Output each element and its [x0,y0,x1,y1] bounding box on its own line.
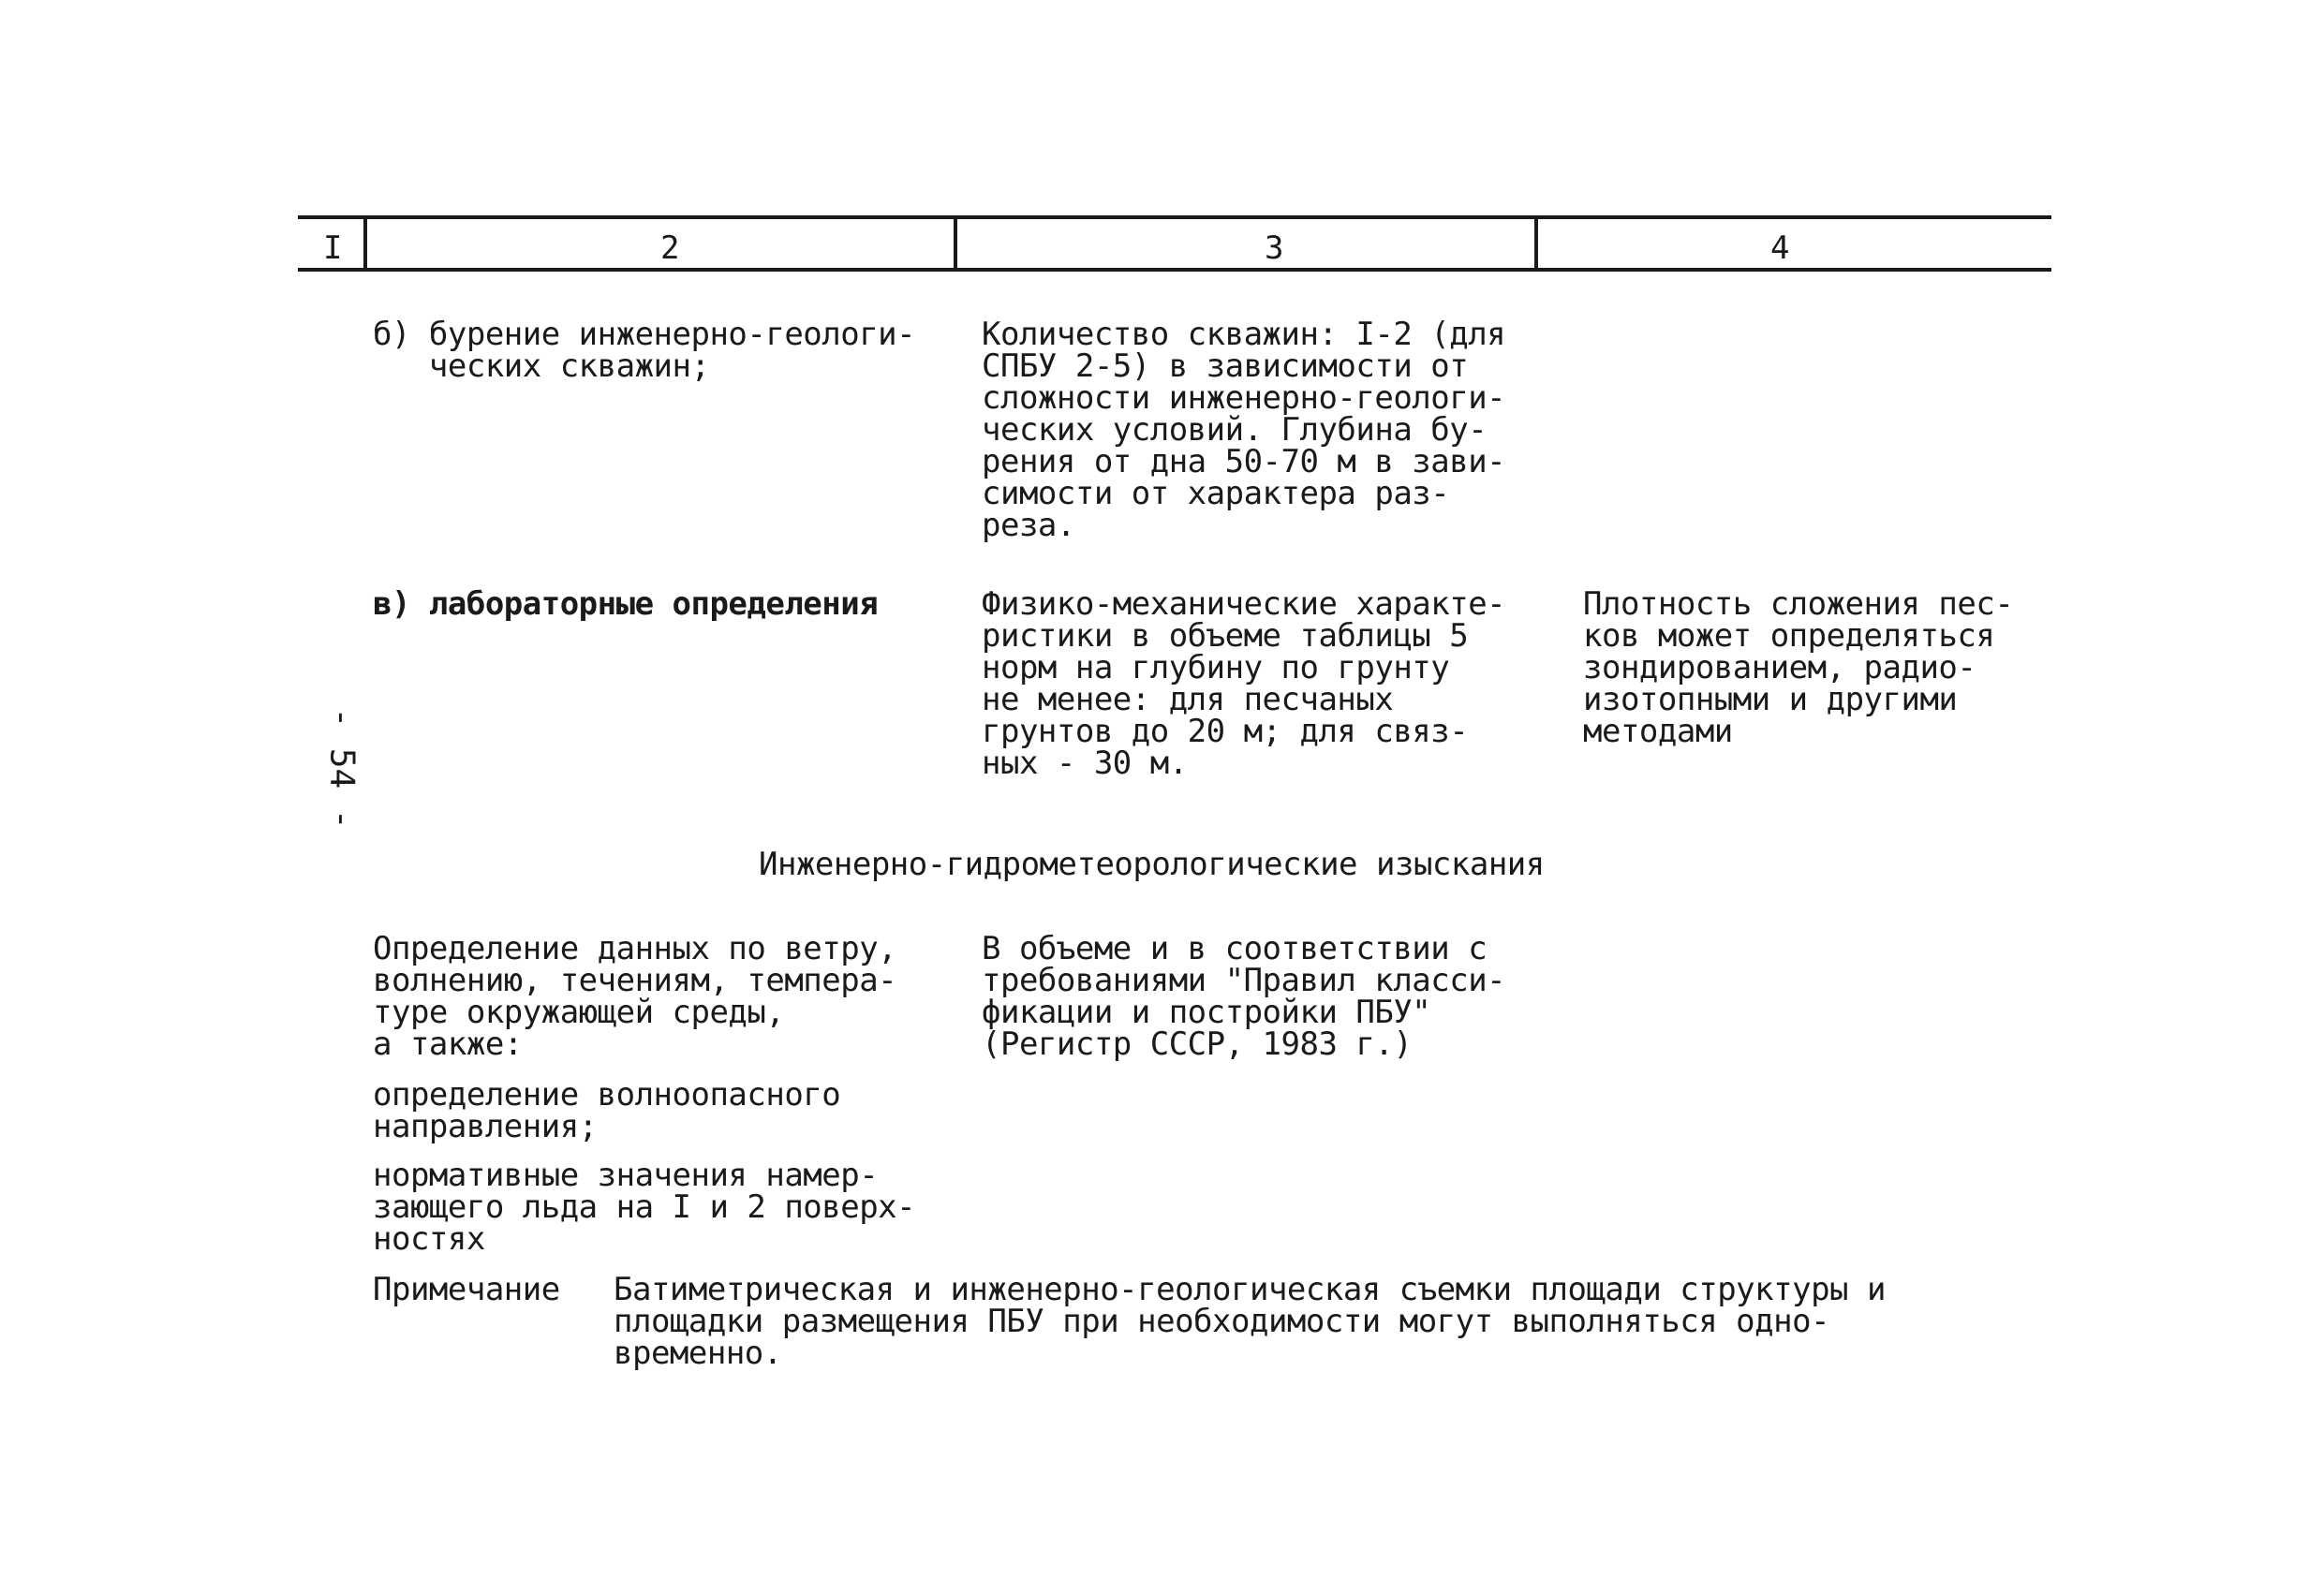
header-separator [954,217,957,270]
note-label: Примечание [373,1271,560,1308]
header-separator [363,217,367,270]
row-v-work-type: в) лабораторные определения [373,585,879,623]
row-v-volume: Физико-механические характе- ристики в объеме таблицы 5 норм на глубину по грунту не менее: для песчаных грунтов до 20 м; для связ- ных - 30 м. [982,585,1506,782]
hydro-item-3: нормативные значения намер- зающего льда на I и 2 поверх- ностях [373,1157,916,1258]
section-title: Инженерно-гидрометеорологические изыскания [759,846,1545,883]
header-separator [1534,217,1538,270]
hydro-item-1-volume: В объеме и в соответствии с требованиями "Правил класси- фикации и постройки ПБУ" (Регистр СССР, 1983 г.) [982,930,1506,1063]
header-top-rule [298,215,2051,219]
hydro-item-1: Определение данных по ветру, волнению, течениям, темпера- туре окружающей среды, а также: [373,930,897,1063]
row-b-work-type: б) бурение инженерно-геологи- ческих скважин; [373,316,916,385]
note-text: Батиметрическая и инженерно-геологическая съемки площади структуры и площадки размещения ПБУ при необходимости могут выполняться одно- временно. [614,1271,1886,1372]
page-number: - 54 - [322,707,362,830]
column-number-1: I [323,229,343,267]
header-bottom-rule [298,268,2051,272]
row-v-note: Плотность сложения пес- ков может определяться зондированием, радио- изотопными и другими методами [1583,585,2014,750]
row-b-volume: Количество скважин: I-2 (для СПБУ 2-5) в зависимости от сложности инженерно-геологи- ческих условий. Глубина бу- рения от дна 50-70 м в зави- симости от характера раз- реза. [982,316,1506,544]
column-number-3: 3 [1265,229,1284,267]
column-number-4: 4 [1770,229,1790,267]
column-number-2: 2 [660,229,680,267]
hydro-item-2: определение волноопасного направления; [373,1076,841,1145]
